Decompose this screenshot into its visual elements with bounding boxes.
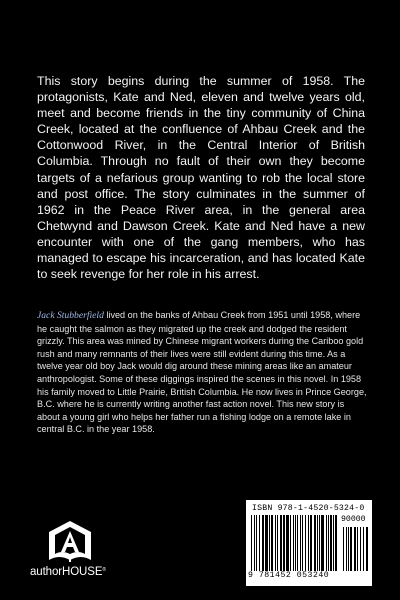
barcode-digits: 9 781452 053240 <box>248 571 330 580</box>
book-a-icon <box>48 520 92 566</box>
publisher-logo <box>30 520 110 590</box>
publisher-name <box>30 566 114 578</box>
barcode-supplement-bars <box>343 527 369 573</box>
price-code: 90000 <box>341 515 366 524</box>
author-name: Jack Stubberfield <box>37 310 104 321</box>
isbn-barcode <box>246 500 372 586</box>
barcode-main-bars <box>251 515 339 573</box>
trademark-symbol: ® <box>102 567 106 573</box>
author-bio <box>37 309 367 436</box>
publisher-name-text: authorHOUSE <box>30 566 103 578</box>
synopsis-text: This story begins during the summer of 1958. The protagonists, Kate and Ned, eleven and twelve years old, meet and become friends in the tiny community of China Creek, located at the confluence of Ahbau Creek and the Cottonwood River, in the Central Interior of British Columbia. Through no fault of their own they become targets of a nefarious group wanting to rob the local store and post office. The story culminates in the summer of 1962 in the Peace River area, in the general area Chetwynd and Dawson Creek. Kate and Ned have a new encounter with one of the gang members, who has managed to escape his incarceration, and has located Kate to seek revenge for her role in his arrest. <box>37 74 365 282</box>
author-bio-text: lived on the banks of Ahbau Creek from 1951 until 1958, where he caught the salmon as they migrated up the creek and dodged the resident grizzly. This area was mined by Chinese migrant workers during the Cariboo gold rush and many remnants of their lives were still evident during this time. As a twelve year old boy Jack would dig around these mining areas like an amateur anthropologist. Some of these diggings inspired the scenes in this novel. In 1958 his family moved to Little Prairie, British Columbia. He now lives in Prince George, B.C. where he is currently writing another fast action novel. This new story is about a young girl who helps her father run a fishing lodge on a remote lake in central B.C. in the year 1958. <box>37 310 367 435</box>
isbn-text: ISBN 978-1-4520-5324-0 <box>252 504 365 513</box>
